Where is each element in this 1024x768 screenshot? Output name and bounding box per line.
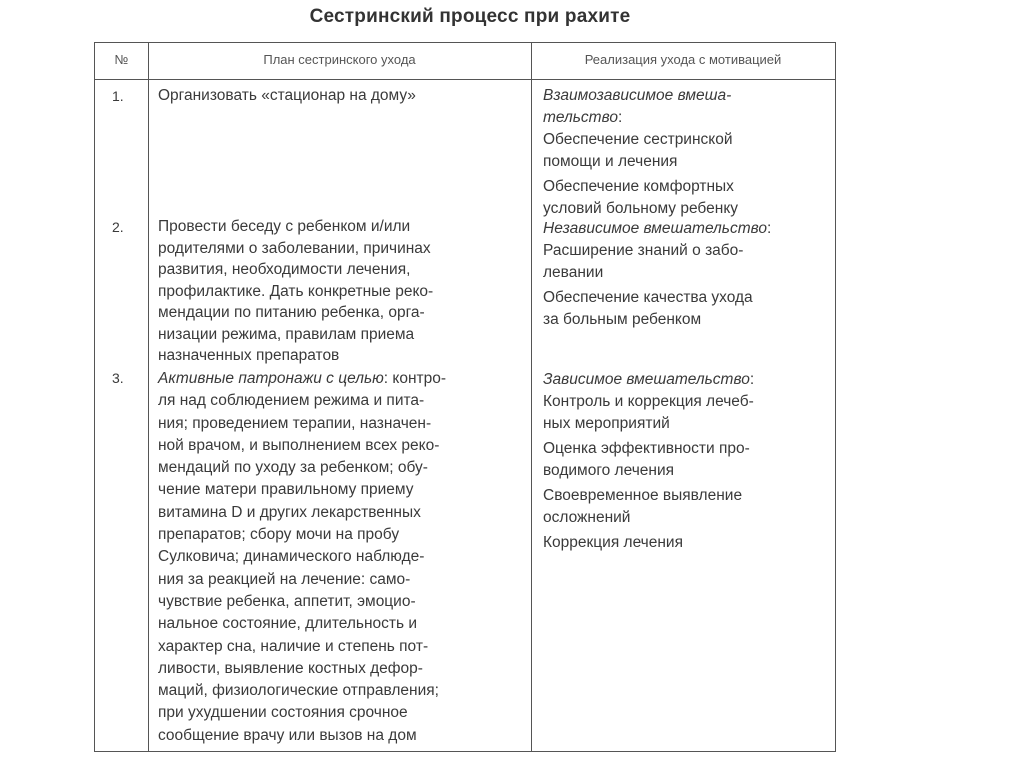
plan-line: Провести беседу с ребенком и/или — [158, 218, 411, 235]
realization-interdependent — [543, 85, 833, 220]
realization-item-line: Контроль и коррекция лечеб- — [543, 393, 754, 410]
realization-item-line: ных мероприятий — [543, 415, 670, 432]
realization-item-line: за больным ребенком — [543, 311, 702, 328]
interdependent-heading-line1: Взаимозависимое вмеша- — [543, 87, 732, 104]
column-divider-1 — [148, 43, 149, 751]
plan-line: ной врачом, и выполнением всех реко- — [158, 436, 440, 454]
row-number-2: 2. — [112, 219, 124, 235]
plan-line: мендаций по уходу за ребенком; обу- — [158, 459, 428, 477]
plan-line: ния; проведением терапии, назначен- — [158, 414, 432, 432]
plan-line: развития, необходимости лечения, — [158, 261, 411, 278]
realization-item-line: левании — [543, 264, 604, 281]
plan-first-rest: : контро- — [383, 370, 447, 387]
realization-independent — [543, 218, 833, 331]
interdependent-heading-line2 — [543, 107, 833, 129]
realization-item-line: Обеспечение комфортных — [543, 178, 734, 195]
independent-heading-text: Независимое вмешательство — [543, 220, 767, 237]
dependent-heading-text: Зависимое вмешательство — [543, 371, 750, 388]
plan-line: ля над соблюдением режима и пита- — [158, 392, 425, 410]
plan-line: маций, физиологические отправления; — [158, 682, 439, 700]
plan-line: характер сна, наличие и степень пот- — [158, 637, 429, 655]
plan-italic-prefix: Активные патронажи с целью — [158, 370, 384, 387]
independent-heading — [543, 218, 833, 240]
realization-item-line: Оценка эффективности про- — [543, 440, 750, 457]
plan-line: мендации по питанию ребенка, орга- — [158, 304, 425, 321]
header-number: № — [114, 52, 129, 67]
plan-line: ливости, выявление костных дефор- — [158, 659, 423, 677]
heading-colon: : — [617, 109, 623, 126]
plan-line: низации режима, правилам приема — [158, 325, 415, 343]
plan-line: витамина D и других лекарственных — [158, 503, 421, 521]
plan-line: сообщение врачу или вызов на дом — [158, 726, 417, 744]
plan-line: при ухудшении состояния срочное — [158, 704, 408, 722]
plan-line: назначенных препаратов — [158, 347, 340, 364]
realization-item-line: водимого лечения — [543, 462, 675, 479]
realization-item-line: Своевременное выявление — [543, 487, 743, 504]
plan-line: чение матери правильному приему — [158, 481, 414, 499]
plan-line: нальное состояние, длительность и — [158, 615, 418, 633]
plan-line: Сулковича; динамического наблюде- — [158, 548, 425, 566]
plan-line: родителями о заболевании, причинах — [158, 239, 431, 257]
heading-colon: : — [766, 220, 772, 237]
header-care-plan: План сестринского ухода — [263, 52, 416, 67]
plan-cell-2 — [158, 216, 526, 367]
realization-dependent — [543, 369, 833, 554]
realization-item-line: Коррекция лечения — [543, 534, 683, 551]
plan-line: ния за реакцией на лечение: само- — [158, 570, 411, 588]
realization-item-line: помощи и лечения — [543, 153, 678, 170]
realization-item-line: Обеспечение сестринской — [543, 131, 733, 148]
heading-colon: : — [749, 371, 755, 388]
realization-item-line: Обеспечение качества ухода — [543, 289, 753, 306]
realization-item-line: условий больному ребенку — [543, 200, 739, 217]
row-number-3: 3. — [112, 370, 124, 386]
plan-cell-1 — [158, 85, 526, 107]
header-realization: Реализация ухода с мотивацией — [584, 52, 782, 67]
plan-line: профилактике. Дать конкретные реко- — [158, 282, 434, 300]
header-divider — [95, 79, 835, 80]
plan-line: препаратов; сбору мочи на пробу — [158, 526, 400, 544]
realization-item-line: Расширение знаний о забо- — [543, 242, 744, 259]
plan-line: чувствие ребенка, аппетит, эмоцио- — [158, 592, 416, 610]
plan-line — [158, 368, 526, 390]
column-divider-2 — [531, 43, 532, 751]
row-number-1: 1. — [112, 88, 124, 104]
plan-line: Организовать «стационар на дому» — [158, 87, 416, 104]
plan-cell-3 — [158, 368, 526, 747]
dependent-heading — [543, 369, 833, 391]
interdependent-heading-tail: тельство — [543, 109, 618, 126]
document-title: Сестринский процесс при рахите — [309, 6, 631, 27]
realization-item-line: осложнений — [543, 509, 631, 526]
